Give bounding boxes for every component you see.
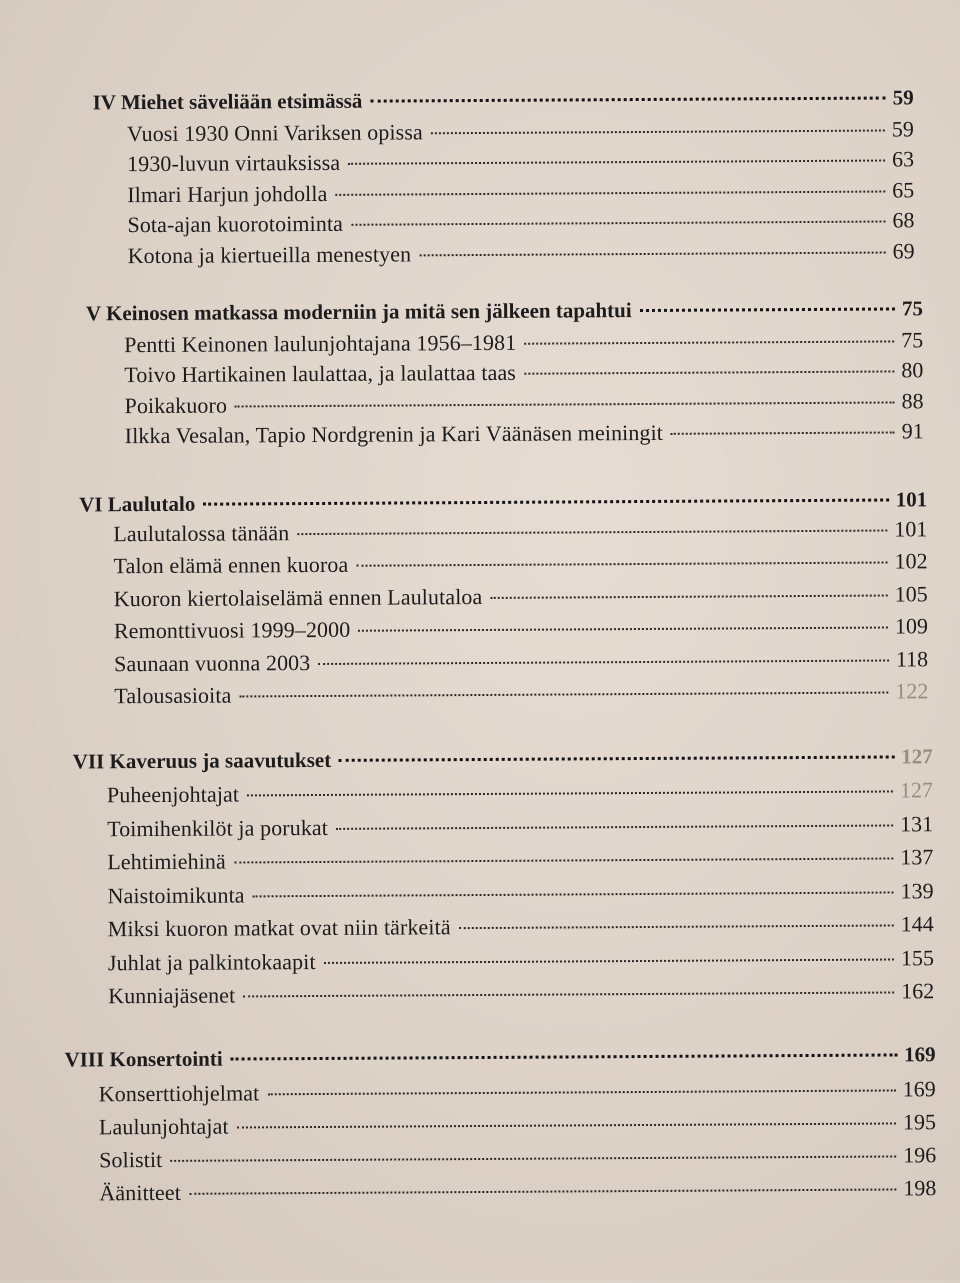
- entry-title: Pentti Keinonen laulunjohtajana 1956–1981: [124, 329, 517, 357]
- page-number: 69: [892, 237, 915, 263]
- page-number: 127: [899, 777, 933, 803]
- dot-leader: [324, 958, 894, 963]
- toc-entry[interactable]: [127, 146, 914, 181]
- entry-title: Talousasioita: [114, 682, 232, 709]
- entry-title: Remonttivuosi 1999–2000: [113, 616, 351, 644]
- dot-leader: [267, 1089, 895, 1095]
- page-number: 118: [895, 645, 929, 671]
- entry-title: Konserttiohjelmat: [98, 1080, 260, 1107]
- toc-entry[interactable]: [113, 580, 928, 620]
- entry-title: Naistoimikunta: [107, 881, 245, 908]
- toc-entry[interactable]: [127, 207, 914, 242]
- entry-title: Ilkka Vesalan, Tapio Nordgrenin ja Kari Väänäsen meiningit: [124, 419, 664, 449]
- toc-entry[interactable]: [107, 811, 933, 850]
- dot-leader: [203, 499, 888, 506]
- dot-leader: [234, 857, 893, 863]
- dot-leader: [524, 370, 894, 374]
- page-number: 88: [901, 387, 924, 413]
- toc-entry[interactable]: [124, 388, 923, 423]
- toc-entry[interactable]: [99, 1175, 936, 1213]
- dot-leader: [318, 659, 889, 664]
- dot-leader: [336, 824, 893, 829]
- toc-chapter[interactable]: [86, 296, 923, 332]
- page-number: 169: [903, 1042, 936, 1067]
- toc-entry[interactable]: [107, 878, 933, 917]
- chapter-title: V Keinosen matkassa moderniin ja mitä sen jälkeen tapahtui: [85, 298, 632, 326]
- toc-entry[interactable]: [108, 945, 934, 984]
- dot-leader: [419, 251, 885, 256]
- page-number: 127: [901, 744, 933, 769]
- toc-section-v: [86, 296, 924, 454]
- entry-title: Miksi kuoron matkat ovat niin tärkeitä: [107, 914, 451, 942]
- toc-entry[interactable]: [108, 978, 934, 1017]
- entry-title: Kuoron kiertolaiselämä ennen Laulutaloa: [113, 583, 483, 611]
- dot-leader: [235, 401, 895, 407]
- page-number: 198: [903, 1175, 937, 1201]
- dot-leader: [459, 924, 894, 929]
- page-number: 75: [901, 326, 924, 352]
- chapter-title: VIII Konsertointi: [64, 1046, 223, 1072]
- entry-title: Toivo Hartikainen laulattaa, ja laulattaa taas: [124, 359, 517, 388]
- toc-chapter[interactable]: [73, 744, 933, 782]
- entry-title: Solistit: [99, 1146, 163, 1173]
- entry-title: Laulutalossa tänään: [113, 519, 290, 546]
- toc-section-viii: [64, 1042, 936, 1213]
- toc-chapter[interactable]: [93, 85, 914, 121]
- chapter-title: VII Kaveruus ja saavutukset: [72, 747, 332, 774]
- toc-entry[interactable]: [127, 177, 914, 212]
- toc-entry[interactable]: [107, 844, 933, 883]
- dot-leader: [243, 991, 894, 997]
- page-number: 196: [903, 1142, 937, 1168]
- dot-leader: [247, 790, 893, 796]
- toc-entry[interactable]: [114, 615, 928, 652]
- dot-leader: [524, 340, 894, 344]
- toc-entry[interactable]: [125, 418, 924, 453]
- toc-entry[interactable]: [124, 327, 923, 362]
- dot-leader: [335, 190, 885, 195]
- page-number: 59: [891, 115, 914, 141]
- chapter-title: IV Miehet säveliään etsimässä: [92, 88, 363, 115]
- page-number: 63: [891, 146, 915, 172]
- dot-leader: [671, 431, 895, 434]
- dot-leader: [431, 129, 885, 134]
- page-number: 155: [900, 944, 935, 970]
- page-number: 144: [900, 911, 934, 937]
- toc-entry[interactable]: [99, 1076, 936, 1114]
- page-number: 102: [894, 548, 928, 574]
- entry-title: Puheenjohtajat: [106, 781, 240, 808]
- dot-leader: [348, 160, 885, 165]
- entry-title: Talon elämä ennen kuoroa: [113, 551, 349, 579]
- dot-leader: [358, 627, 888, 632]
- page-number: 75: [901, 296, 924, 321]
- toc-entry[interactable]: [99, 1142, 936, 1180]
- dot-leader: [640, 307, 895, 312]
- entry-title: 1930-luvun virtauksissa: [127, 149, 341, 177]
- page-number: 169: [902, 1076, 936, 1102]
- page-number: 80: [901, 357, 924, 383]
- entry-title: Poikakuoro: [124, 392, 228, 418]
- page-number: 59: [892, 85, 914, 110]
- page-number: 101: [895, 487, 928, 512]
- page-number: 109: [894, 613, 928, 639]
- page-number: 122: [895, 678, 929, 704]
- entry-title: Juhlat ja palkintokaapit: [107, 948, 316, 975]
- dot-leader: [237, 1122, 896, 1128]
- entry-title: Kunniajäsenet: [108, 982, 236, 1009]
- toc-section-vii: [73, 744, 935, 1017]
- toc-entry[interactable]: [113, 550, 927, 587]
- toc-chapter[interactable]: [64, 1042, 935, 1081]
- entry-title: Toimihenkilöt ja porukat: [107, 814, 329, 841]
- page-number: 105: [894, 580, 928, 606]
- toc-section-vi: [79, 487, 928, 718]
- entry-title: Ilmari Harjun johdolla: [127, 180, 328, 207]
- dot-leader: [239, 692, 888, 698]
- toc-entry[interactable]: [99, 1109, 936, 1147]
- dot-leader: [170, 1155, 896, 1161]
- toc-entry[interactable]: [128, 238, 915, 273]
- dot-leader: [253, 891, 894, 897]
- dot-leader: [356, 562, 887, 567]
- dot-leader: [370, 97, 885, 103]
- page-number: 91: [901, 418, 924, 444]
- page-number: 162: [901, 978, 935, 1004]
- toc-entry[interactable]: [114, 645, 929, 685]
- dot-leader: [189, 1188, 896, 1194]
- entry-title: Laulunjohtajat: [98, 1113, 229, 1140]
- dot-leader: [297, 529, 887, 535]
- dot-leader: [339, 755, 894, 761]
- entry-title: Saunaan vuonna 2003: [114, 649, 311, 676]
- entry-title: Vuosi 1930 Onni Variksen opissa: [126, 118, 423, 146]
- entry-title: Sota-ajan kuorotoiminta: [127, 210, 344, 238]
- toc-entry[interactable]: [113, 515, 928, 555]
- toc-entry[interactable]: [114, 680, 928, 717]
- toc-entry[interactable]: [108, 911, 934, 950]
- dot-leader: [490, 594, 887, 598]
- page-number: 139: [900, 877, 934, 903]
- page-number: 137: [900, 844, 934, 870]
- chapter-title: VI Laulutalo: [79, 491, 196, 517]
- toc-entry[interactable]: [127, 116, 914, 151]
- entry-title: Äänitteet: [99, 1179, 181, 1206]
- entry-title: Kotona ja kiertueilla menestyen: [127, 240, 412, 268]
- page-number: 68: [892, 207, 915, 233]
- dot-leader: [231, 1053, 897, 1060]
- page-number: 101: [894, 515, 928, 541]
- page-number: 65: [892, 176, 915, 202]
- toc-entry[interactable]: [107, 777, 933, 816]
- page-number: 195: [902, 1109, 937, 1135]
- page-number: 131: [900, 810, 934, 836]
- toc-section-iv: [93, 85, 915, 273]
- toc-entry[interactable]: [124, 357, 923, 392]
- dot-leader: [351, 221, 885, 226]
- entry-title: Lehtimiehinä: [107, 848, 226, 875]
